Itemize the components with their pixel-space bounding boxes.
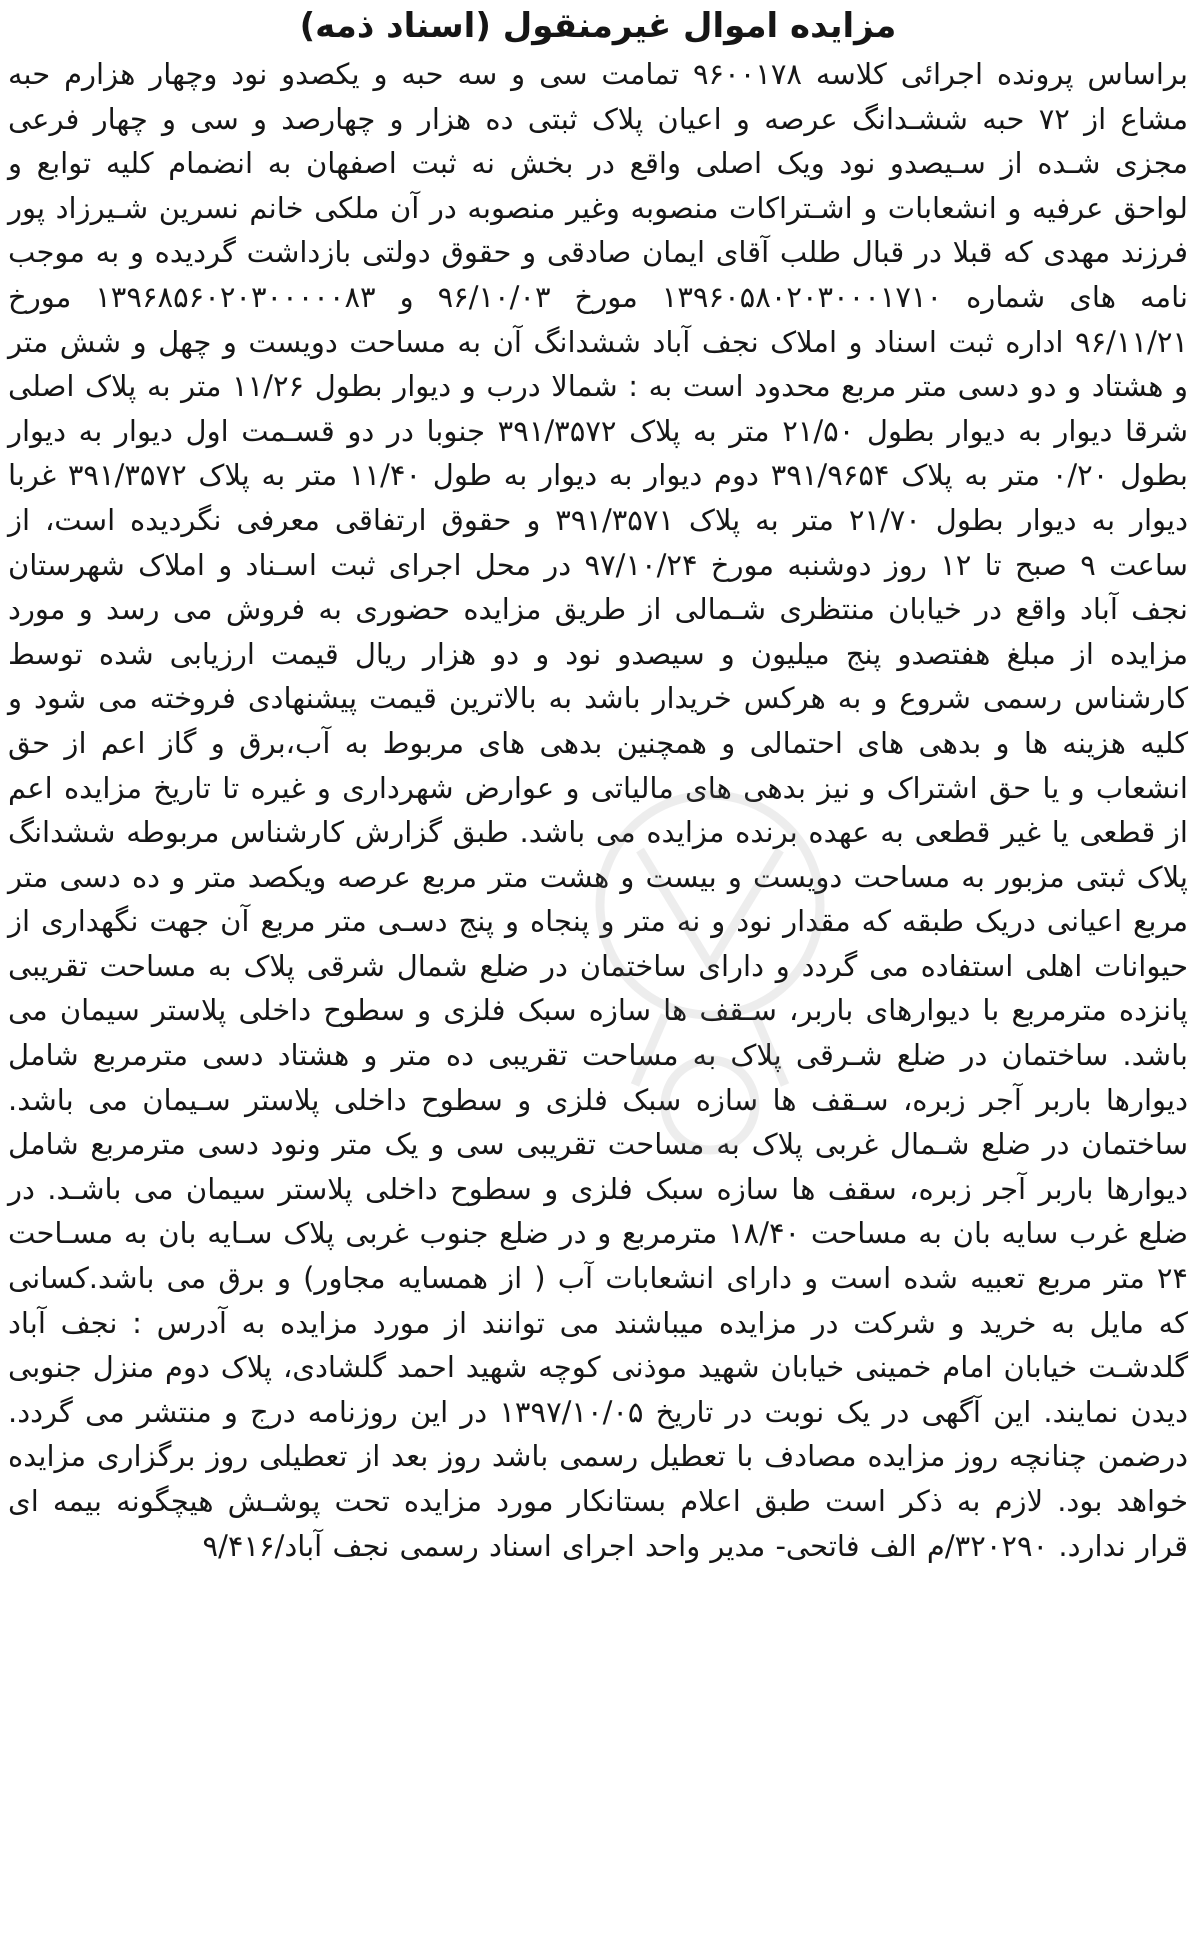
document-title: مزایده اموال غیرمنقول (اسناد ذمه) [299,6,897,46]
document-body: براساس پرونده اجرائی کلاسه ۹۶۰۰۱۷۸ تمامت سی و سه حبه و یکصدو نود وچهار هزارم حبه مشاع از ۷۲ حبه ششـدانگ عرصه و اعیان پلاک ثبتی ده هزار و چهارصد و سی و چهار فرعی مجزی شـده از سـیصدو نود ویک اصلی واقع در بخش نه ثبت اصفهان به انضمام کلیه توابع و لواحق عرفیه و انشعابات و اشـتراکات منصوبه وغیر منصوبه در آن ملکی خانم نسرین شـیرزاد پور فرزند مهدی که قبلا در قبال طلب آقای ایمان صادقی و حقوق دولتی بازداشت گردیده و به موجب نامه های شماره ۱۳۹۶۰۵۸۰۲۰۳۰۰۰۱۷۱۰ مورخ ۹۶/۱۰/۰۳ و ۱۳۹۶۸۵۶۰۲۰۳۰۰۰۰۰۸۳ مورخ ۹۶/۱۱/۲۱ اداره ثبت اسناد و املاک نجف آباد ششدانگ آن به مساحت دویست و چهل و شش متر و هشتاد و دو دسی متر مربع محدود است به : شمالا درب و دیوار بطول ۱۱/۲۶ متر به پلاک اصلی شرقا دیوار به دیوار بطول ۲۱/۵۰ متر به پلاک ۳۹۱/۳۵۷۲ جنوبا در دو قسـمت اول دیوار به دیوار بطول ۰/۲۰ متر به پلاک ۳۹۱/۹۶۵۴ دوم دیوار به دیوار به طول ۱۱/۴۰ متر به پلاک ۳۹۱/۳۵۷۲ غربا دیوار به دیوار بطول ۲۱/۷۰ متر به پلاک ۳۹۱/۳۵۷۱ و حقوق ارتفاقی معرفی نگردیده است، از ساعت ۹ صبح تا ۱۲ روز دوشنبه مورخ ۹۷/۱۰/۲۴ در محل اجرای ثبت اسـناد و املاک شهرستان نجف آباد واقع در خیابان منتظری شـمالی از طریق مزایده حضوری به فروش می رسد و مورد مزایده از مبلغ هفتصدو پنج میلیون و سیصدو نود و دو هزار ریال قیمت ارزیابی شده توسط کارشناس رسمی شروع و به هرکس خریدار باشد به بالاترین قیمت پیشنهادی فروخته می شود و کلیه هزینه ها و بدهی های احتمالی و همچنین بدهی های مربوط به آب،برق و گاز اعم از حق انشعاب و یا حق اشتراک و نیز بدهی های مالیاتی و عوارض شهرداری و غیره تا تاریخ مزایده اعم از قطعی یا غیر قطعی به عهده برنده مزایده می باشد. طبق گزارش کارشناس مربوطه ششدانگ پلاک ثبتی مزبور به مساحت دویست و بیست و هشت متر مربع عرصه ویکصد متر و ده دسی متر مربع اعیانی دریک طبقه که مقدار نود و نه متر و پنجاه و پنج دسـی متر مربع آن جهت نگهداری از حیوانات اهلی استفاده می گردد و دارای ساختمان در ضلع شمال شرقی پلاک به مساحت تقریبی پانزده مترمربع با دیوارهای باربر، سـقف ها سازه سبک فلزی و سطوح داخلی پلاستر سیمان می باشد. ساختمان در ضلع شـرقی پلاک به مساحت تقریبی ده متر و هشتاد دسی مترمربع شامل دیوارها باربر آجر زبره، سـقف ها سازه سبک فلزی و سطوح داخلی پلاستر سـیمان می باشد. ساختمان در ضلع شـمال غربی پلاک به مساحت تقریبی سی و یک متر ونود دسی مترمربع شامل دیوارها باربر آجر زبره، سقف ها سازه سبک فلزی و سطوح داخلی پلاستر سیمان می باشـد. در ضلع غرب سایه بان به مساحت ۱۸/۴۰ مترمربع و در ضلع جنوب غربی پلاک سـایه بان به مسـاحت ۲۴ متر مربع تعبیه شده است و دارای انشعابات آب ( از همسایه مجاور) و برق می باشد.کسانی که مایل به خرید و شرکت در مزایده میباشند می توانند از مورد مزایده به آدرس : نجف آباد گلدشـت خیابان امام خمینی خیابان شهید موذنی کوچه شهید احمد گلشادی، پلاک دوم منزل جنوبی دیدن نمایند. این آگهی در یک نوبت در تاریخ ۱۳۹۷/۱۰/۰۵ در این روزنامه درج و منتشر می گردد. درضمن چنانچه روز مزایده مصادف با تعطیل رسمی باشد روز بعد از تعطیلی روز برگزاری مزایده خواهد بود. لازم به ذکر است طبق اعلام بستانکار مورد مزایده تحت پوشـش هیچگونه بیمه ای قرار ندارد. ۳۲۰۲۹۰/م الف فاتحی- مدیر واحد اجرای اسناد رسمی نجف آباد/۹/۴۱۶ [8,57,1189,1563]
